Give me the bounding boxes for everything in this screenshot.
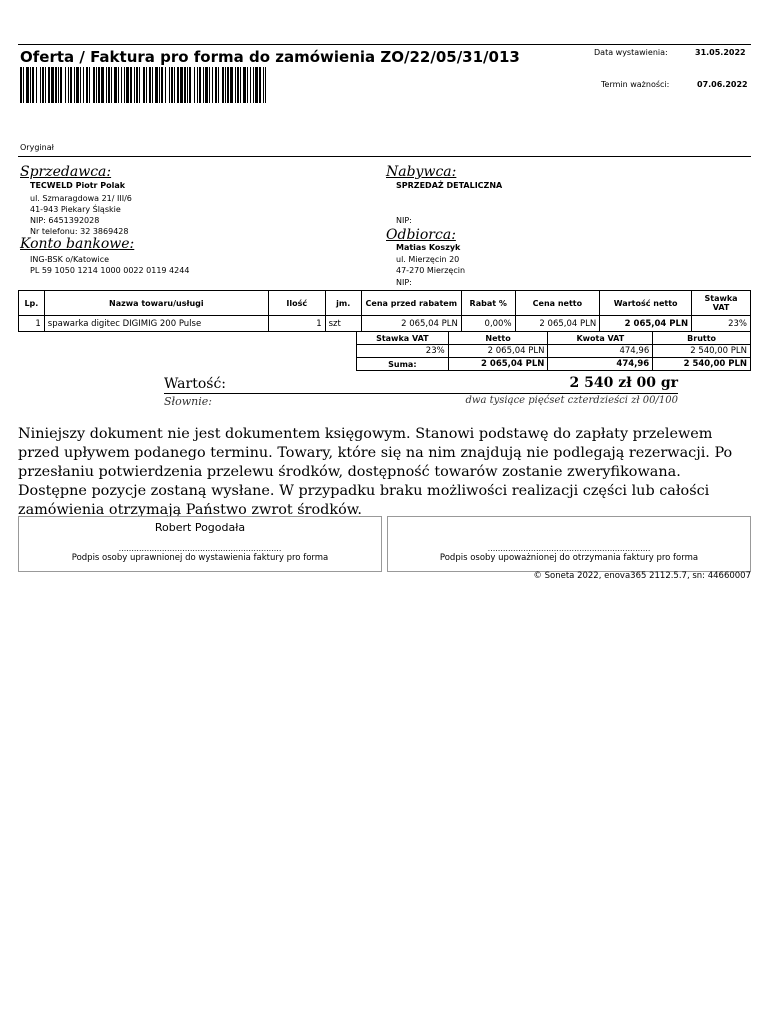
barcode-bar — [60, 67, 62, 103]
recipient-address1: ul. Mierzęcin 20 — [396, 255, 460, 264]
barcode-bar — [136, 67, 138, 103]
barcode-bar — [111, 67, 112, 103]
barcode-bar — [209, 67, 210, 103]
issuer-name: Robert Pogodała — [154, 521, 246, 534]
barcode-bar — [42, 67, 44, 103]
issuer-caption: Podpis osoby uprawnionej do wystawienia faktury pro forma — [71, 553, 329, 563]
footer-text: © Soneta 2022, enova365 2112.5.7, sn: 44660007 — [533, 571, 751, 581]
barcode-bar — [180, 67, 183, 103]
barcode-bar — [114, 67, 117, 103]
barcode-bar — [265, 67, 266, 103]
barcode-bar — [23, 67, 24, 103]
buyer-name: SPRZEDAŻ DETALICZNA — [396, 181, 503, 190]
section-rule — [18, 156, 751, 157]
barcode-bar — [80, 67, 81, 103]
bank-heading: Konto bankowe: — [20, 236, 135, 252]
barcode-bar — [237, 67, 239, 103]
cell-discount: 0,00% — [461, 316, 515, 332]
barcode-bar — [89, 67, 90, 103]
barcode-bar — [152, 67, 153, 103]
cell-unit: szt — [325, 316, 361, 332]
barcode-bar — [86, 67, 88, 103]
barcode-bar — [194, 67, 195, 103]
cell-vat-rate: 23% — [692, 316, 751, 332]
original-label: Oryginał — [20, 143, 54, 152]
vat-sum-gross: 2 540,00 PLN — [653, 358, 751, 371]
barcode-bar — [58, 67, 59, 103]
recipient-heading: Odbiorca: — [386, 227, 456, 243]
document-title: Oferta / Faktura pro forma do zamówienia ZO/22/05/31/013 — [20, 48, 520, 66]
col-discount: Rabat % — [461, 291, 515, 316]
barcode-bar — [161, 67, 163, 103]
words-text: dwa tysiące pięćset czterdzieści zł 00/100 — [465, 395, 678, 406]
seller-phone: Nr telefonu: 32 3869428 — [30, 227, 129, 236]
barcode-bar — [101, 67, 104, 103]
barcode-bar — [48, 67, 50, 103]
seller-nip: NIP: 6451392028 — [30, 216, 100, 225]
barcode-bar — [259, 67, 261, 103]
barcode-bar — [126, 67, 129, 103]
barcode-bar — [177, 67, 179, 103]
barcode-bar — [106, 67, 107, 103]
barcode-bar — [189, 67, 191, 103]
recipient-name: Matias Koszyk — [396, 243, 461, 252]
vat-col-rate: Stawka VAT — [357, 332, 449, 345]
seller-address2: 41-943 Piekary Śląskie — [30, 205, 121, 214]
barcode-bar — [143, 67, 145, 103]
vat-amount: 474,96 — [548, 345, 653, 358]
vat-row — [357, 345, 751, 358]
barcode-bar — [93, 67, 95, 103]
barcode-bar — [203, 67, 204, 103]
cell-name: spawarka digitec DIGIMIG 200 Pulse — [44, 316, 268, 332]
recipient-signature-line: ................................................................ — [487, 544, 651, 553]
barcode-bar — [155, 67, 158, 103]
issue-date-value: 31.05.2022 — [695, 48, 746, 57]
barcode-bar — [40, 67, 41, 103]
signature-box-recipient — [387, 516, 751, 572]
barcode-bar — [68, 67, 69, 103]
valid-until-label: Termin ważności: — [601, 80, 670, 89]
cell-lp: 1 — [19, 316, 45, 332]
barcode-bar — [215, 67, 217, 103]
barcode-bar — [187, 67, 188, 103]
buyer-heading: Nabywca: — [386, 164, 457, 180]
seller-name: TECWELD Piotr Polak — [30, 181, 126, 190]
barcode-bar — [227, 67, 229, 103]
cell-price-before: 2 065,04 PLN — [361, 316, 461, 332]
barcode-bar — [235, 67, 236, 103]
col-qty: Ilość — [268, 291, 325, 316]
barcode-bar — [149, 67, 151, 103]
barcode-bar — [108, 67, 110, 103]
barcode-bar — [98, 67, 100, 103]
barcode-bar — [174, 67, 175, 103]
barcode-bar — [124, 67, 125, 103]
barcode-bar — [197, 67, 198, 103]
barcode-bar — [165, 67, 166, 103]
value-amount: 2 540 zł 00 gr — [569, 375, 678, 391]
vat-sum-label: Suma: — [357, 358, 449, 371]
barcode-bar — [253, 67, 254, 103]
barcode-bar — [65, 67, 66, 103]
vat-rate: 23% — [357, 345, 449, 358]
recipient-address2: 47-270 Mierzęcin — [396, 266, 466, 275]
top-rule — [18, 44, 751, 45]
signature-box-issuer — [18, 516, 382, 572]
barcode-bar — [76, 67, 79, 103]
issuer-signature-line: ................................................................ — [118, 544, 282, 553]
table-row — [19, 316, 751, 332]
barcode-bar — [96, 67, 97, 103]
col-unit: jm. — [325, 291, 361, 316]
barcode-bar — [250, 67, 251, 103]
recipient-nip: NIP: — [396, 278, 412, 287]
barcode-bar — [74, 67, 75, 103]
barcode-bar — [55, 67, 57, 103]
barcode-bar — [184, 67, 186, 103]
barcode-bar — [159, 67, 160, 103]
col-name: Nazwa towaru/usługi — [44, 291, 268, 316]
barcode-bar — [134, 67, 135, 103]
barcode-bar — [118, 67, 119, 103]
barcode-bar — [171, 67, 173, 103]
barcode-bar — [225, 67, 226, 103]
items-table — [18, 290, 751, 332]
barcode-bar — [169, 67, 170, 103]
vat-net: 2 065,04 PLN — [448, 345, 548, 358]
vat-col-net: Netto — [448, 332, 548, 345]
cell-qty: 1 — [268, 316, 325, 332]
col-net-price: Cena netto — [515, 291, 600, 316]
value-label: Wartość: — [164, 376, 227, 392]
barcode-bar — [218, 67, 219, 103]
words-label: Słownie: — [164, 395, 212, 408]
vat-sum-net: 2 065,04 PLN — [448, 358, 548, 371]
col-net-value: Wartość netto — [600, 291, 692, 316]
barcode-bar — [83, 67, 84, 103]
disclaimer-text: Niniejszy dokument nie jest dokumentem księgowym. Stanowi podstawę do zapłaty przelewem przed upływem podanego terminu. Towary, które się na nim znajdują nie podlegają rezerwacji. Po przesłaniu potwierdzenia przelewu środków, dostępność towarów zostanie zweryfikowana. Dostępne pozycje zostaną wysłane. W przypadku braku możliwości realizacji części lub całości zamówienia otrzymają Państwo zwrot środków. — [18, 426, 733, 518]
barcode-bar — [36, 67, 37, 103]
vat-sum-row — [357, 358, 751, 371]
barcode-bar — [51, 67, 54, 103]
barcode-bar — [70, 67, 72, 103]
col-lp: Lp. — [19, 291, 45, 316]
recipient-caption: Podpis osoby upoważnionej do otrzymania faktury pro forma — [439, 553, 699, 563]
col-price-before: Cena przed rabatem — [361, 291, 461, 316]
barcode-bar — [255, 67, 258, 103]
value-rule — [164, 393, 678, 394]
barcode-bar — [205, 67, 208, 103]
barcode-bar — [45, 67, 46, 103]
barcode-bar — [26, 67, 29, 103]
barcode-bar — [222, 67, 224, 103]
barcode-bar — [130, 67, 132, 103]
barcode-bar — [240, 67, 241, 103]
vat-sum-amount: 474,96 — [548, 358, 653, 371]
barcode-bar — [20, 67, 22, 103]
barcode-bar — [30, 67, 31, 103]
buyer-nip: NIP: — [396, 216, 412, 225]
barcode-bar — [139, 67, 140, 103]
barcode-bar — [243, 67, 246, 103]
barcode-bar — [32, 67, 34, 103]
barcode-bar — [263, 67, 264, 103]
vat-col-amount: Kwota VAT — [548, 332, 653, 345]
vat-gross: 2 540,00 PLN — [653, 345, 751, 358]
bank-name: ING-BSK o/Katowice — [30, 255, 110, 264]
barcode-bar — [146, 67, 147, 103]
barcode-bar — [121, 67, 122, 103]
barcode — [20, 67, 266, 103]
issue-date-label: Data wystawienia: — [594, 48, 668, 57]
vat-header-row — [357, 332, 751, 345]
barcode-bar — [247, 67, 248, 103]
barcode-bar — [199, 67, 201, 103]
col-vat-rate: Stawka VAT — [692, 291, 751, 316]
items-header-row — [19, 291, 751, 316]
seller-heading: Sprzedawca: — [20, 164, 112, 180]
cell-net-value: 2 065,04 PLN — [600, 316, 692, 332]
vat-col-gross: Brutto — [653, 332, 751, 345]
cell-net-price: 2 065,04 PLN — [515, 316, 600, 332]
valid-until-value: 07.06.2022 — [697, 80, 748, 89]
vat-summary-table — [356, 331, 751, 371]
bank-account: PL 59 1050 1214 1000 0022 0119 4244 — [30, 266, 190, 275]
seller-address1: ul. Szmaragdowa 21/ III/6 — [30, 194, 132, 203]
barcode-bar — [230, 67, 233, 103]
barcode-bar — [212, 67, 213, 103]
